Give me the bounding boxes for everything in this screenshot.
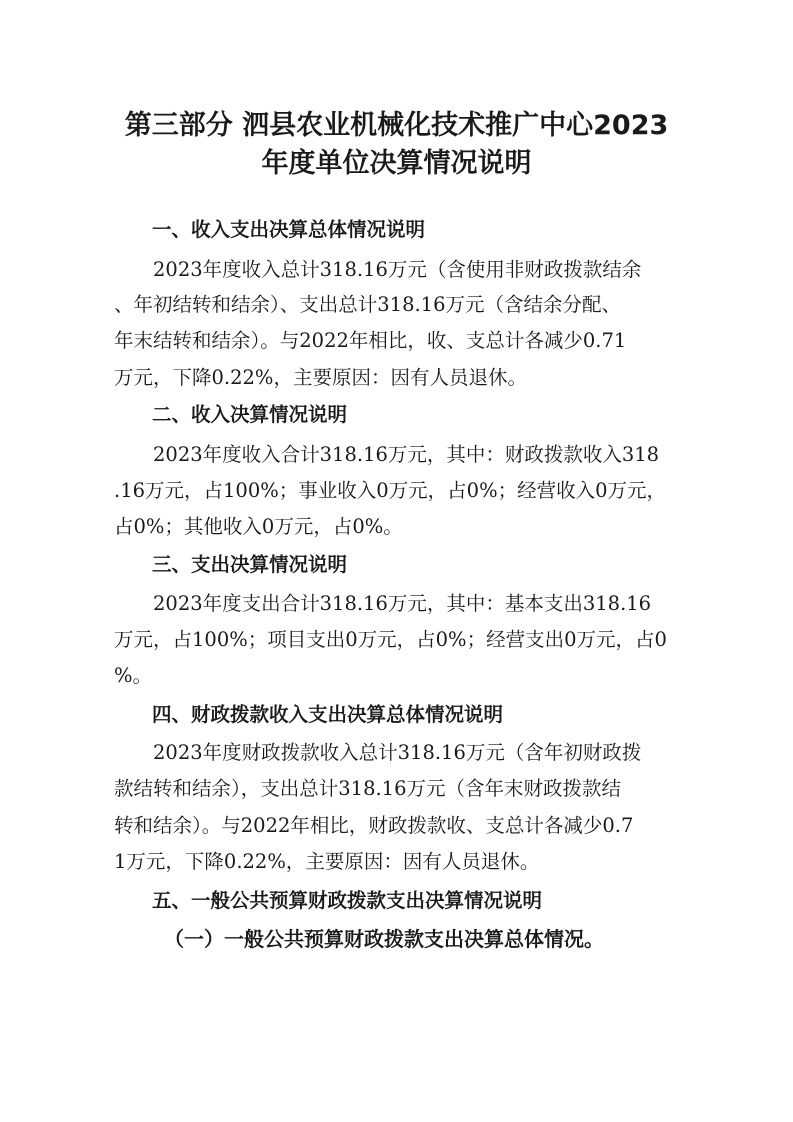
section-2-line-3: 占0%；其他收入0万元，占0%。 (114, 515, 403, 538)
section-heading-1: 一、收入支出决算总体情况说明 (152, 218, 426, 241)
section-5-subheading: （一）一般公共预算财政拨款支出决算总体情况。 (164, 927, 604, 951)
section-heading-2: 二、收入决算情况说明 (152, 403, 348, 426)
section-1-line-2: 、年初结转和结余）、支出总计318.16万元（含结余分配、 (114, 293, 621, 316)
section-2-line-1: 2023年度收入合计318.16万元，其中：财政拨款收入318 (153, 443, 660, 466)
page-title-line-1: 第三部分 泗县农业机械化技术推广中心2023 (124, 110, 669, 141)
section-1-line-4: 万元，下降0.22%，主要原因：因有人员退休。 (114, 366, 527, 389)
section-heading-3: 三、支出决算情况说明 (152, 553, 348, 576)
section-1-line-1: 2023年度收入总计318.16万元（含使用非财政拨款结余 (153, 258, 642, 281)
section-4-line-1: 2023年度财政拨款收入总计318.16万元（含年初财政拨 (153, 741, 642, 764)
page-title-line-2: 年度单位决算情况说明 (261, 148, 532, 179)
section-3-line-2: 万元，占100%；项目支出0万元，占0%；经营支出0万元，占0 (114, 628, 667, 651)
section-4-line-3: 转和结余）。与2022年相比，财政拨款收、支总计各减少0.7 (114, 814, 634, 837)
section-4-line-2: 款结转和结余），支出总计318.16万元（含年末财政拨款结 (114, 777, 621, 800)
section-heading-5: 五、一般公共预算财政拨款支出决算情况说明 (152, 889, 543, 912)
section-3-line-3: %。 (114, 664, 153, 687)
section-3-line-1: 2023年度支出合计318.16万元，其中：基本支出318.16 (153, 592, 652, 615)
section-heading-4: 四、财政拨款收入支出决算总体情况说明 (152, 703, 504, 726)
section-4-line-4: 1万元，下降0.22%，主要原因：因有人员退休。 (114, 850, 540, 873)
section-2-line-2: .16万元，占100%；事业收入0万元，占0%；经营收入0万元， (114, 479, 667, 502)
section-1-line-3: 年末结转和结余）。与2022年相比，收、支总计各减少0.71 (114, 329, 627, 352)
